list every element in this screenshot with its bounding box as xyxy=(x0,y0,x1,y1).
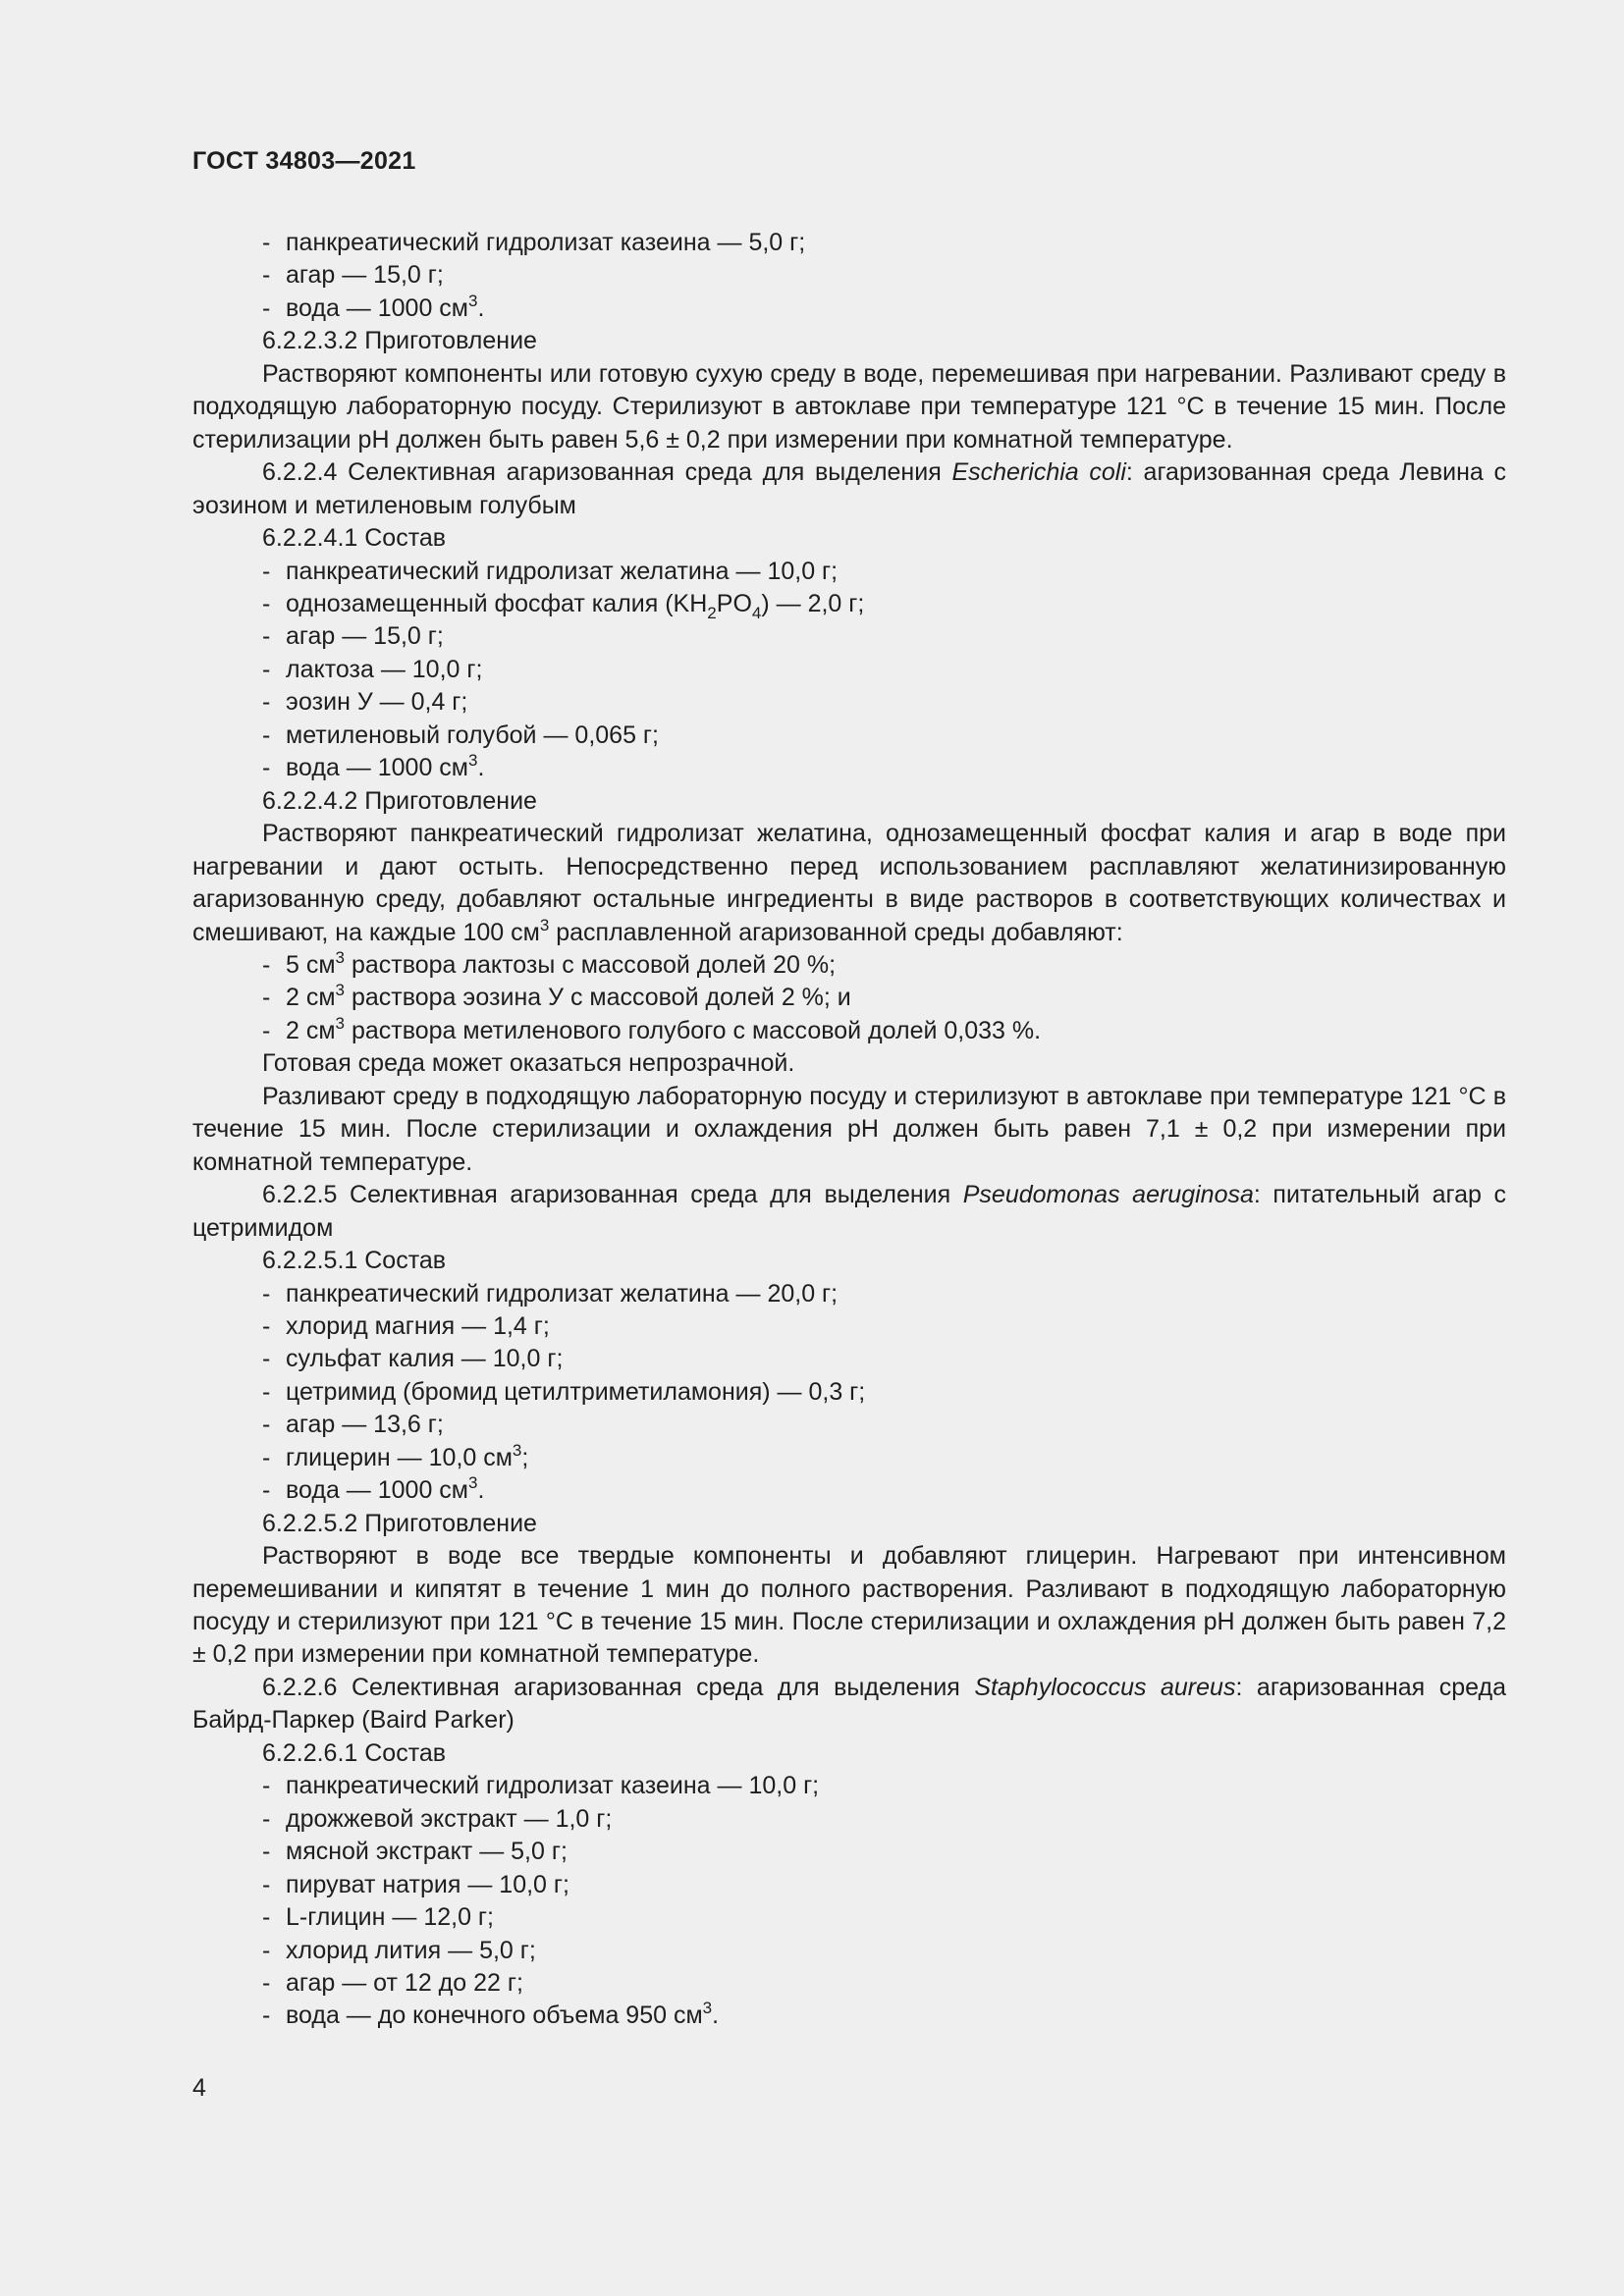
list-item: - панкреатический гидролизат желатина — 20,0 г; xyxy=(262,1279,839,1308)
list-item: - пируват натрия — 10,0 г; xyxy=(262,1870,569,1898)
list-item: - 2 $см^3$ раствора метиленового голубого с массовой долей 0,033 %. xyxy=(262,1013,1042,1044)
list-item: - сульфат калия — 10,0 г; xyxy=(262,1345,564,1373)
document-body xyxy=(192,227,1506,2033)
list-item: - панкреатический гидролизат казеина — 10,0 г; xyxy=(262,1772,820,1800)
page-number: 4 xyxy=(192,2074,206,2102)
list-item: - панкреатический гидролизат казеина — 5,0 г; xyxy=(262,229,806,256)
list-item: - панкреатический гидролизат желатина — 10,0 г; xyxy=(262,557,839,585)
list-item: - хлорид лития — 5,0 г; xyxy=(262,1936,536,1964)
paragraph: Растворяют в воде все твердые компоненты и добавляют глицерин. Нагревают при интенсивном перемешивании и кипятят в течение 1 мин до полного растворения. Разливают в подходящую лабораторную посуду и стерилизуют при 121 °С в течение 15 мин. После стерилизации и охлаждения рН должен быть равен 7,2 ± 0,2 при измерении при комнатной температуре. xyxy=(192,1542,1506,1669)
list-item: - метиленовый голубой — 0,065 г; xyxy=(262,721,659,749)
list-item: - цетримид (бромид цетилтриметиламония) — 0,3 г; xyxy=(262,1377,866,1406)
list-item: - хлорид магния — 1,4 г; xyxy=(262,1311,550,1340)
section-heading: 6.2.2.5 Селективная агаризованная среда для выделения Pseudomonas aeruginosa: питательный агар с цетримидом xyxy=(192,1181,1506,1242)
section-heading: 6.2.2.3.2 Приготовление xyxy=(262,327,537,355)
list-item: - глицерин — 10,0 $см^3$; xyxy=(262,1440,529,1471)
paragraph: Растворяют панкреатический гидролизат желатина, однозамещенный фосфат калия и агар в воде при нагревании и дают остыть. Непосредственно перед использованием расплавляют желатинизированную агаризованную среду, добавляют остальные ингредиенты в виде растворов в соответствующих количествах и смешивают, на каждые 100 $см^3$ расплавленной агаризованной среды добавляют: xyxy=(192,820,1506,946)
list-item: - агар — 15,0 г; xyxy=(262,622,444,651)
list-item: - вода — 1000 $см^3$. xyxy=(262,751,485,782)
list-item: - 2 $см^3$ раствора эозина У с массовой долей 2 %; и xyxy=(262,981,851,1012)
section-heading: 6.2.2.5.2 Приготовление xyxy=(262,1509,537,1537)
list-item: - лактоза — 10,0 г; xyxy=(262,655,483,683)
section-heading: 6.2.2.4 Селективная агаризованная среда для выделения Escherichia coli: агаризованная среда Левина с эозином и метиленовым голубым xyxy=(192,458,1506,519)
section-heading: 6.2.2.6.1 Состав xyxy=(262,1738,447,1767)
list-item: - однозамещенный фосфат калия $(KH_2PO_4)$ — 2,0 г; xyxy=(262,589,865,622)
list-item: - дрожжевой экстракт — 1,0 г; xyxy=(262,1804,613,1833)
list-item: - мясной экстракт — 5,0 г; xyxy=(262,1838,568,1866)
list-item: - агар — 13,6 г; xyxy=(262,1411,444,1439)
paragraph: Готовая среда может оказаться непрозрачной. xyxy=(262,1049,795,1078)
document-header: ГОСТ 34803—2021 xyxy=(192,147,416,175)
section-heading: 6.2.2.5.1 Состав xyxy=(262,1247,447,1275)
list-item: - L-глицин — 12,0 г; xyxy=(262,1903,494,1932)
section-heading: 6.2.2.4.2 Приготовление xyxy=(262,786,537,815)
list-item: - агар — 15,0 г; xyxy=(262,261,444,290)
section-heading: 6.2.2.4.1 Состав xyxy=(262,524,447,553)
paragraph: Растворяют компоненты или готовую сухую среду в воде, перемешивая при нагревании. Разливают среду в подходящую лабораторную посуду. Стерилизуют в автоклаве при температуре 121 °С в течение 15 мин. После стерилизации рН должен быть равен 5,6 ± 0,2 при измерении при комнатной температуре. xyxy=(192,359,1506,454)
list-item: - эозин У — 0,4 г; xyxy=(262,688,468,717)
section-heading: 6.2.2.6 Селективная агаризованная среда для выделения Staphylococcus aureus: агаризованная среда Байрд-Паркер (Baird Parker) xyxy=(192,1673,1506,1735)
list-item: - агар — от 12 до 22 г; xyxy=(262,1969,523,1998)
list-item: - вода — 1000 $см^3$. xyxy=(262,1473,485,1505)
list-item: - вода — до конечного объема 950 $см^3$. xyxy=(262,1999,720,2030)
list-item: - вода — 1000 $см^3$. xyxy=(262,291,485,322)
list-item: - 5 $см^3$ раствора лактозы с массовой долей 20 %; xyxy=(262,947,837,979)
paragraph: Разливают среду в подходящую лабораторную посуду и стерилизуют в автоклаве при температуре 121 °С в течение 15 мин. После стерилизации и охлаждения рН должен быть равен 7,1 ± 0,2 при измерении при комнатной температуре. xyxy=(192,1082,1506,1176)
